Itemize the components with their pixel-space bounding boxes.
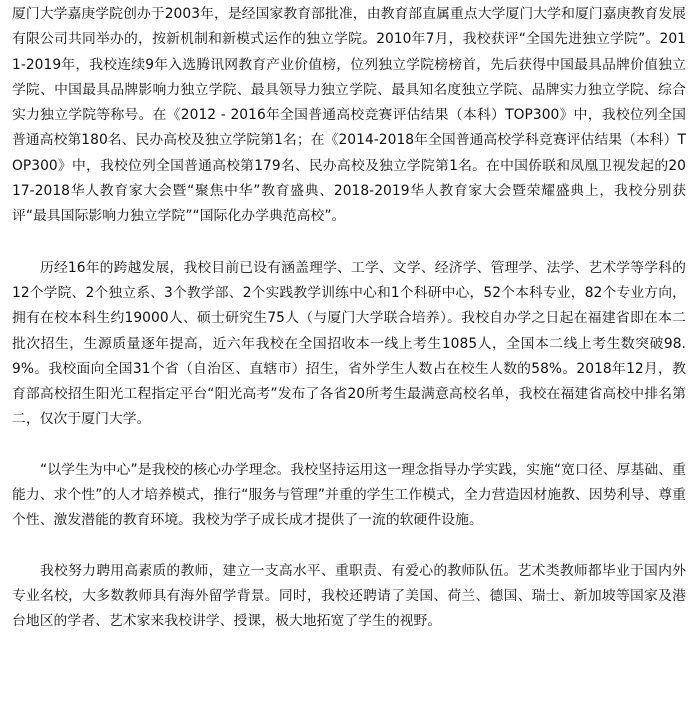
paragraph-development: 历经16年的跨越发展，我校目前已设有涵盖理学、工学、文学、经济学、管理学、法学、艺术学等学科的12个学院、2个独立系、3个教学部、2个实践教学训练中心和1个科研中心，52个本科专业，82个专业方向，拥有在校本科生约19000人、硕士研究生75人（与厦门大学联合培养）。我校自办学之日起在福建省即在本二批次招生，生源质量逐年提高，近六年我校在全国招收本一线上考生1085人，全国本二线上考生数突破98.9%。我校面向全国31个省（自治区、直辖市）招生，省外学生人数占在校生人数的58%。2018年12月，教育部高校招生阳光工程指定平台“阳光高考”发布了各省20所考生最满意高校名单，我校在福建省高校中排名第二，仅次于厦门大学。 [12,259,686,428]
paragraph-faculty: 我校努力聘用高素质的教师，建立一支高水平、重职责、有爱心的教师队伍。艺术类教师都毕业于国内外专业名校，大多数教师具有海外留学背景。同时，我校还聘请了美国、荷兰、德国、瑞士、新加坡等国家及港台地区的学者、艺术家来我校讲学、授课，极大地拓宽了学生的视野。 [12,562,686,630]
paragraph-history: 厦门大学嘉庚学院创办于2003年，是经国家教育部批准，由教育部直属重点大学厦门大学和厦门嘉庚教育发展有限公司共同举办的，按新机制和新模式运作的独立学院。2010年7月，我校获评“全国先进独立学院”。2011-2019年，我校连续9年入选腾讯网教育产业价值榜，位列独立学院榜榜首，先后获得中国最具品牌价值独立学院、中国最具品牌影响力独立学院、最具领导力独立学院、最具知名度独立学院、品牌实力独立学院、综合实力独立学院等称号。在《2012 - 2016年全国普通高校竞赛评估结果（本科）TOP300》中，我校位列全国普通高校第180名、民办高校及独立学院第1名；在《2014-2018年全国普通高校学科竞赛评估结果（本科）TOP300》中，我校位列全国普通高校第179名、民办高校及独立学院第1名。在中国侨联和凤凰卫视发起的2017-2018华人教育家大会暨“聚焦中华”教育盛典、2018-2019华人教育家大会暨荣耀盛典上，我校分别获评“最具国际影响力独立学院”“国际化办学典范高校”。 [12,6,686,225]
paragraph-philosophy: “以学生为中心”是我校的核心办学理念。我校坚持运用这一理念指导办学实践，实施“宽口径、厚基础、重能力、求个性”的人才培养模式，推行“服务与管理”并重的学生工作模式，全力营造因材施教、因势利导、尊重个性、激发潜能的教育环境。我校为学子成长成才提供了一流的软硬件设施。 [12,461,686,529]
